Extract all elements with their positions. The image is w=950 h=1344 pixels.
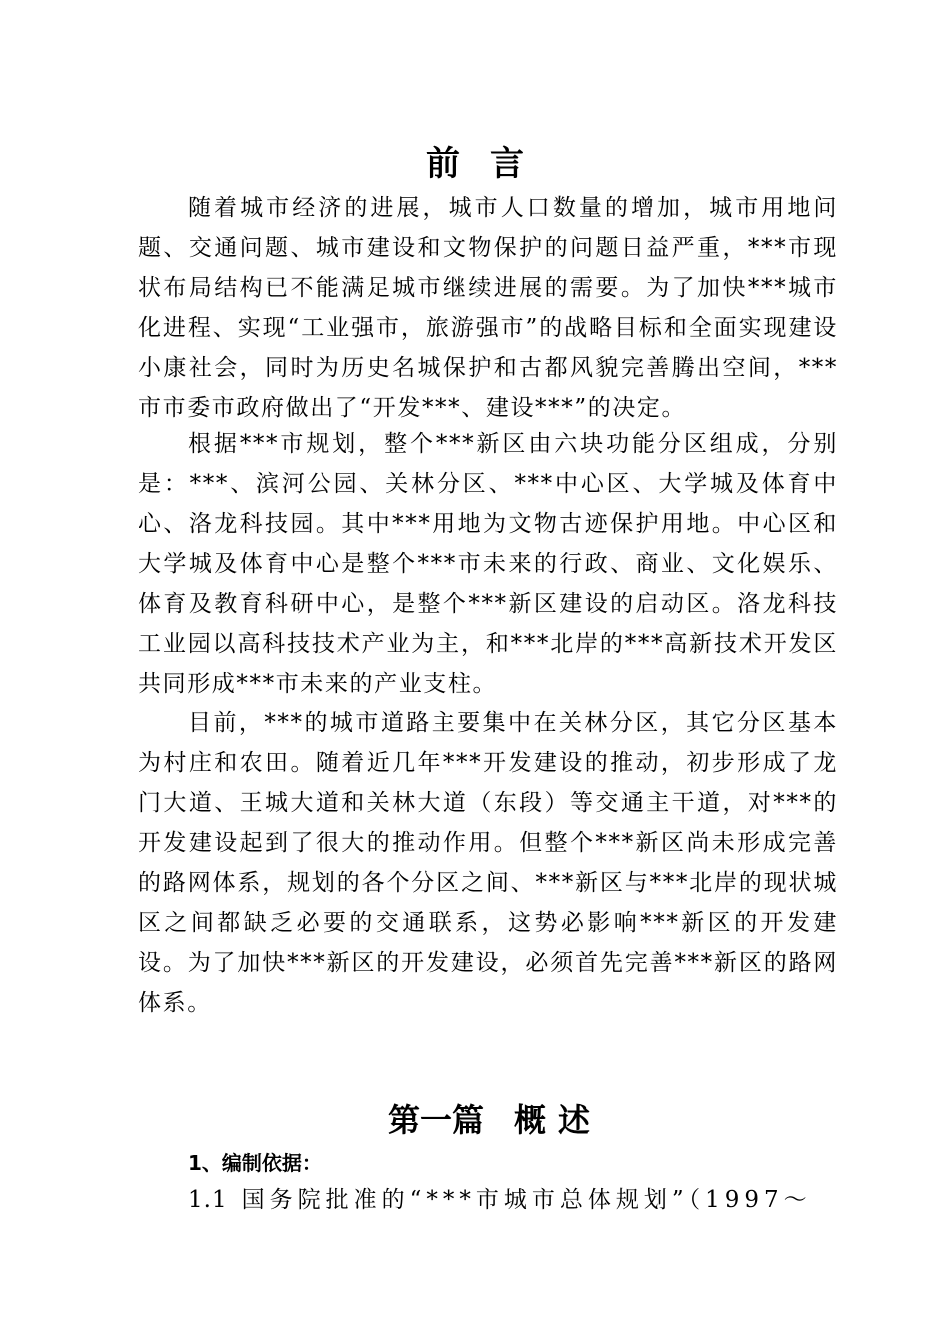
item-number: 1.1 [188,1187,228,1213]
chapter-name: 概述 [514,1101,603,1139]
preface-title: 前言 [426,144,554,184]
preface-paragraph-3: 目前，***的城市道路主要集中在关林分区，其它分区基本为村庄和农田。随着近几年***开发建设的推动，初步形成了龙门大道、王城大道和关林大道（东段）等交通主干道，对***的开发建设起到了很大的推动作用。但整个***新区尚未形成完善的路网体系，规划的各个分区之间、***新区与***北岸的现状城区之间都缺乏必要的交通联系，这势必影响***新区的开发建设。为了加快***新区的开发建设，必须首先完善***新区的路网体系。 [138,710,838,1016]
preface-paragraph-1: 随着城市经济的进展，城市人口数量的增加，城市用地问题、交通问题、城市建设和文物保护的问题日益严重，***市现状布局结构已不能满足城市继续进展的需要。为了加快***城市化进程、实现“工业强市，旅游强市”的战略目标和全面实现建设小康社会，同时为历史名城保护和古都风貌完善腾出空间，***市市委市政府做出了“开发***、建设***”的决定。 [138,195,838,421]
preface-paragraph-2: 根据***市规划，整个***新区由六块功能分区组成，分别是：***、滨河公园、关林分区、***中心区、大学城及体育中心、洛龙科技园。其中***用地为文物古迹保护用地。中心区和大学城及体育中心是整个***市未来的行政、商业、文化娱乐、体育及教育科研中心，是整个***新区建设的启动区。洛龙科技工业园以高科技技术产业为主，和***北岸的***高新技术开发区共同形成***市未来的产业支柱。 [138,431,838,697]
basis-item-1 [188,1180,838,1220]
chapter-title [0,1096,950,1144]
item-text: 国务院批准的“***市城市总体规划”（1997～ [241,1187,812,1213]
section-heading: 1、编制依据： [188,1151,322,1175]
chapter-part: 第一篇 [387,1101,484,1139]
